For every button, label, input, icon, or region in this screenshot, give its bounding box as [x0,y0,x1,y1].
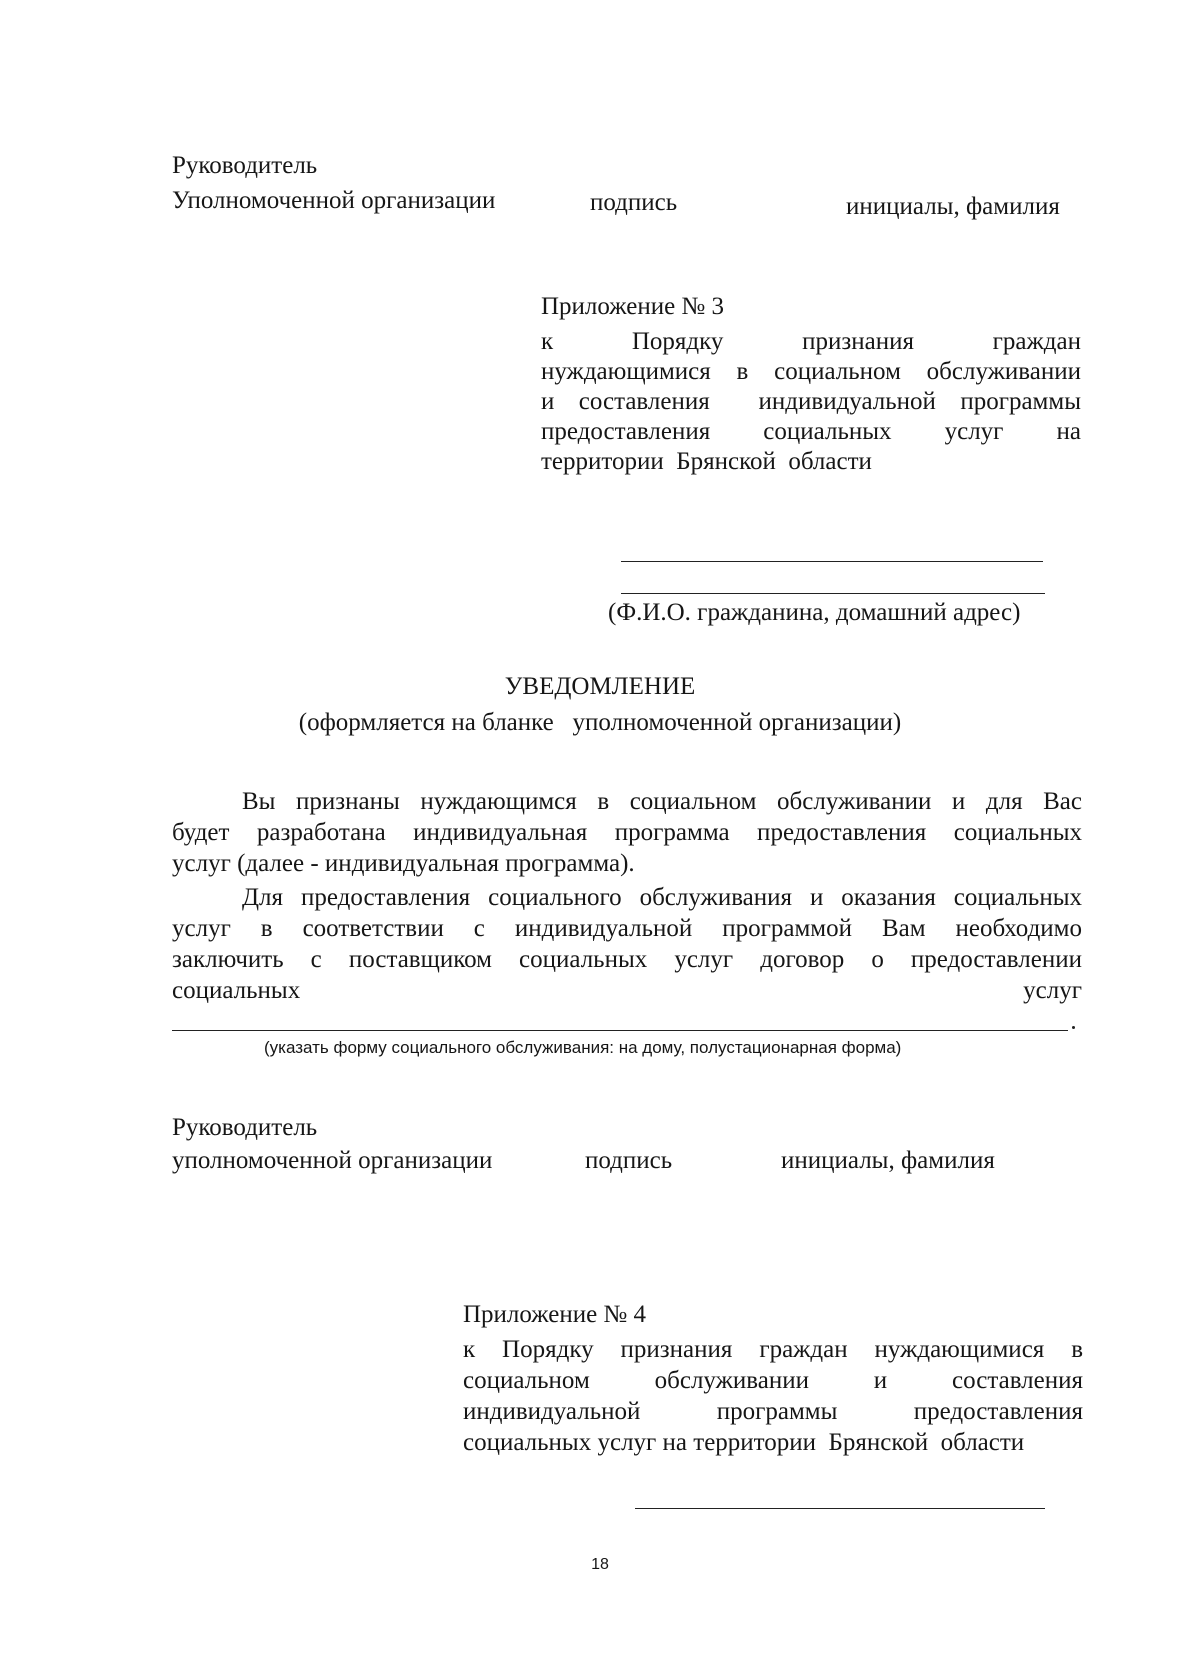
form-hint: (указать форму социального обслуживания: на дому, полустационарная форма) [264,1038,902,1057]
paragraph-last-line [172,975,1082,1006]
appendix4-heading: Приложение № 4 [463,1301,647,1328]
appendix3-line [541,327,1081,357]
appendix4-line: индивидуальной программы предоставления [463,1398,1083,1425]
notice-subtitle: (оформляется на бланке уполномоченной организации) [298,709,902,736]
appendix3-word: на [1056,418,1081,445]
bottom-name-label: инициалы, фамилия [781,1147,995,1174]
paragraph-line: Вы признаны нуждающимся в социальном обслуживании и для Вас [242,788,1082,815]
appendix3-word: граждан [992,328,1081,355]
form-fill-line [172,1030,1068,1031]
appendix3-line: территории Брянской области [541,448,872,475]
appendix3-word: к [541,328,554,355]
appendix3-line: нуждающимися в социальном обслуживании [541,358,1081,385]
appendix3-word: Порядку [631,328,724,355]
bottom-signature-title-line2: уполномоченной организации [172,1147,493,1174]
appendix3-line [541,417,1081,447]
appendix4-line: социальном обслуживании и составления [463,1367,1083,1394]
paragraph-word: услуг [1023,977,1082,1004]
paragraph-word: социальных [172,977,301,1004]
appendix3-word: признания [802,328,914,355]
appendix3-word: предоставления [541,418,711,445]
bottom-signature-label: подпись [585,1147,673,1174]
appendix4-line: к Порядку признания граждан нуждающимися в [463,1336,1083,1363]
appendix3-word: услуг [944,418,1004,445]
paragraph-line: услуг в соответствии с индивидуальной программой Вам необходимо [172,915,1082,942]
appendix3-line: и составления индивидуальной программы [541,388,1081,415]
recipient-line-2 [621,593,1045,594]
appendix4-recipient-line [635,1508,1045,1509]
appendix3-heading: Приложение № 3 [541,293,725,320]
recipient-line-1 [621,561,1043,562]
notice-paragraph-1 [172,786,1082,879]
paragraph-line: Для предоставления социального обслуживания и оказания социальных [242,884,1082,911]
page-number: 18 [591,1556,609,1573]
appendix3-text [541,327,1081,477]
top-name-label: инициалы, фамилия [846,193,1060,220]
notice-paragraph-2 [172,882,1082,1006]
notice-title: УВЕДОМЛЕНИЕ [504,673,696,700]
paragraph-line: заключить с поставщиком социальных услуг договор о предоставлении [172,946,1082,973]
paragraph-line: будет разработана индивидуальная программа предоставления социальных [172,819,1082,846]
paragraph-line: услуг (далее - индивидуальная программа). [172,850,635,877]
top-signature-title-line2: Уполномоченной организации [172,187,496,214]
fill-line-dot [1072,1026,1075,1029]
recipient-caption: (Ф.И.О. гражданина, домашний адрес) [608,599,1021,626]
top-signature-title-line1: Руководитель [172,152,318,179]
appendix4-text [463,1334,1083,1458]
top-signature-label: подпись [590,189,678,216]
appendix4-line: социальных услуг на территории Брянской области [463,1429,1025,1456]
appendix3-word: социальных [763,418,892,445]
bottom-signature-title-line1: Руководитель [172,1114,318,1141]
